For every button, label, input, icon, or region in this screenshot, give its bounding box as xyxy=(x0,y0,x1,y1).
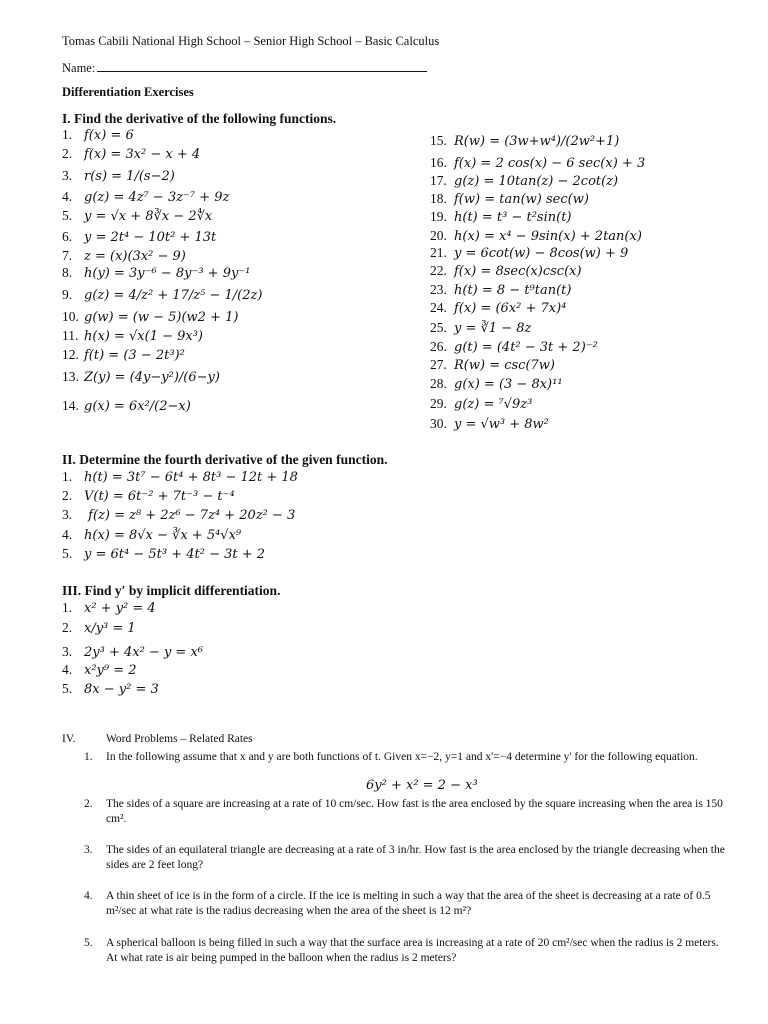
exercise-expression: h(y) = 3y⁻⁶ − 8y⁻³ + 9y⁻¹ xyxy=(84,266,251,281)
exercise-expression: g(x) = (3 − 8x)¹¹ xyxy=(454,377,563,392)
exercise-expression: V(t) = 6t⁻² + 7t⁻³ − t⁻⁴ xyxy=(84,489,235,504)
exercise-number: 20. xyxy=(430,228,447,243)
exercise-item xyxy=(430,282,571,298)
word-problem-1-equation: 6y² + x² = 2 − x³ xyxy=(366,778,478,793)
exercise-expression: z = (x)(3x² − 9) xyxy=(84,249,186,264)
exercise-item xyxy=(430,396,532,412)
exercise-item xyxy=(62,469,298,485)
exercise-expression: 2y³ + 4x² − y = x⁶ xyxy=(84,645,203,660)
exercise-expression: y = ∛1 − 8z xyxy=(454,321,532,336)
exercise-item xyxy=(62,309,238,325)
exercise-number: 3. xyxy=(62,644,73,659)
exercise-expression: y = √w³ + 8w² xyxy=(454,417,549,432)
exercise-item xyxy=(430,209,572,225)
exercise-expression: f(w) = tan(w) sec(w) xyxy=(454,192,589,207)
name-label: Name: xyxy=(62,61,96,75)
exercise-expression: x² + y² = 4 xyxy=(84,601,156,616)
exercise-number: 2. xyxy=(62,620,73,635)
exercise-item xyxy=(62,347,185,363)
exercise-number: 29. xyxy=(430,396,447,411)
name-line xyxy=(62,61,427,76)
exercise-number: 13. xyxy=(62,369,79,384)
document-title: Differentiation Exercises xyxy=(62,85,194,99)
exercise-expression: f(x) = (6x² + 7x)⁴ xyxy=(454,301,567,316)
exercise-number: 24. xyxy=(430,300,447,315)
exercise-item xyxy=(430,173,618,189)
exercise-number: 27. xyxy=(430,357,447,372)
exercise-number: 2. xyxy=(62,488,73,503)
exercise-number: 12. xyxy=(62,347,79,362)
exercise-expression: x/y³ = 1 xyxy=(84,621,136,636)
exercise-expression: h(t) = t³ − t²sin(t) xyxy=(454,210,572,225)
exercise-number: 22. xyxy=(430,263,447,278)
exercise-expression: f(x) = 2 cos(x) − 6 sec(x) + 3 xyxy=(454,156,646,171)
exercise-expression: h(x) = 8√x − ∛x + 5⁴√x⁹ xyxy=(84,528,242,543)
exercise-item xyxy=(62,146,200,162)
word-problem-number: 4. xyxy=(84,890,93,902)
exercise-expression: Z(y) = (4y−y²)/(6−y) xyxy=(84,370,220,385)
exercise-item xyxy=(430,191,589,207)
exercise-number: 5. xyxy=(62,208,73,223)
word-problem-text: A spherical balloon is being filled in such a way that the surface area is increasing at a rate of 20 cm²/sec when the radius is 2 meters. At what rate is air being pumped in the balloon when the radius is 2 meters? xyxy=(106,937,719,964)
exercise-expression: R(w) = (3w+w⁴)/(2w²+1) xyxy=(454,134,620,149)
exercise-item xyxy=(430,245,628,261)
exercise-expression: r(s) = 1/(s−2) xyxy=(84,169,175,184)
exercise-number: 4. xyxy=(62,662,73,677)
exercise-number: 30. xyxy=(430,416,447,431)
exercise-item xyxy=(62,507,295,523)
exercise-item xyxy=(430,416,549,432)
exercise-expression: y = 6cot(w) − 8cos(w) + 9 xyxy=(454,246,629,261)
exercise-number: 1. xyxy=(62,600,73,615)
exercise-item xyxy=(62,681,159,697)
exercise-expression: g(z) = 4/z² + 17/z⁵ − 1/(2z) xyxy=(84,288,263,303)
exercise-number: 19. xyxy=(430,209,447,224)
word-problem-number: 3. xyxy=(84,844,93,856)
exercise-number: 4. xyxy=(62,527,73,542)
exercise-expression: y = √x + 8∛x − 2∜x xyxy=(84,209,213,224)
exercise-number: 3. xyxy=(62,507,73,522)
exercise-number: 14. xyxy=(62,398,79,413)
exercise-number: 7. xyxy=(62,248,73,263)
exercise-expression: g(z) = 10tan(z) − 2cot(z) xyxy=(454,174,619,189)
section-4-numeral: IV. xyxy=(62,733,76,745)
exercise-item xyxy=(62,600,156,616)
word-problem-number: 1. xyxy=(84,751,93,763)
exercise-item xyxy=(62,620,136,636)
word-problem-text: The sides of a square are increasing at a rate of 10 cm/sec. How fast is the area enclosed by the square increasing when the area is 150 cm². xyxy=(106,798,723,825)
word-problem-text: The sides of an equilateral triangle are decreasing at a rate of 3 in/hr. How fast is the area enclosed by the triangle decreasing when the sides are 2 feet long? xyxy=(106,844,725,871)
exercise-item xyxy=(62,168,175,184)
exercise-number: 17. xyxy=(430,173,447,188)
exercise-expression: g(w) = (w − 5)(w2 + 1) xyxy=(84,310,239,325)
exercise-number: 11. xyxy=(62,328,79,343)
exercise-number: 16. xyxy=(430,155,447,170)
word-problem-number: 2. xyxy=(84,798,93,810)
school-header: Tomas Cabili National High School – Senior High School – Basic Calculus xyxy=(62,34,440,48)
exercise-item xyxy=(430,155,645,171)
exercise-item xyxy=(62,527,241,543)
section-1-heading: I. Find the derivative of the following functions. xyxy=(62,111,337,126)
exercise-item xyxy=(62,644,203,660)
exercise-expression: h(x) = x⁴ − 9sin(x) + 2tan(x) xyxy=(454,229,642,244)
exercise-expression: h(x) = √x(1 − 9x³) xyxy=(84,329,204,344)
section-2-heading: II. Determine the fourth derivative of the given function. xyxy=(62,452,388,467)
exercise-number: 1. xyxy=(62,127,73,142)
exercise-item xyxy=(62,287,262,303)
exercise-number: 21. xyxy=(430,245,447,260)
exercise-number: 18. xyxy=(430,191,447,206)
exercise-item xyxy=(62,662,137,678)
exercise-expression: f(x) = 6 xyxy=(84,128,134,143)
section-3-heading: III. Find y′ by implicit differentiation. xyxy=(62,583,281,598)
exercise-expression: g(z) = ⁷√9z³ xyxy=(454,397,533,412)
exercise-expression: f(x) = 3x² − x + 4 xyxy=(84,147,201,162)
name-blank xyxy=(97,61,427,72)
exercise-number: 8. xyxy=(62,265,73,280)
exercise-number: 23. xyxy=(430,282,447,297)
exercise-expression: h(t) = 3t⁷ − 6t⁴ + 8t³ − 12t + 18 xyxy=(84,470,298,485)
exercise-expression: 8x − y² = 3 xyxy=(84,682,159,697)
section-4-heading: Word Problems – Related Rates xyxy=(106,733,253,745)
exercise-number: 4. xyxy=(62,189,73,204)
exercise-item xyxy=(430,339,598,355)
exercise-expression: R(w) = csc(7w) xyxy=(454,358,555,373)
exercise-expression: f(t) = (3 − 2t³)² xyxy=(84,348,185,363)
exercise-item xyxy=(430,320,531,336)
exercise-expression: x²y⁹ = 2 xyxy=(84,663,137,678)
word-problem-text: A thin sheet of ice is in the form of a circle. If the ice is melting in such a way that the area of the sheet is decreasing at a rate of 0.5 m²/sec at what rate is the radius decreasing when the area of the sheet is 12 m²? xyxy=(106,890,711,917)
exercise-item xyxy=(430,228,642,244)
exercise-item xyxy=(62,208,212,224)
exercise-expression: h(t) = 8 − t⁹tan(t) xyxy=(454,283,572,298)
exercise-item xyxy=(62,488,235,504)
exercise-item xyxy=(430,133,619,149)
exercise-expression: f(z) = z⁸ + 2z⁶ − 7z⁴ + 20z² − 3 xyxy=(84,508,296,523)
word-problem-number: 5. xyxy=(84,937,93,949)
word-problem-text: In the following assume that x and y are both functions of t. Given x=−2, y=1 and x'=−4 determine y' for the following equation. xyxy=(106,751,698,763)
exercise-item xyxy=(62,248,186,264)
exercise-expression: y = 6t⁴ − 5t³ + 4t² − 3t + 2 xyxy=(84,547,266,562)
exercise-number: 9. xyxy=(62,287,73,302)
exercise-item xyxy=(62,127,134,143)
exercise-number: 3. xyxy=(62,168,73,183)
exercise-number: 28. xyxy=(430,376,447,391)
exercise-item xyxy=(430,300,566,316)
exercise-number: 26. xyxy=(430,339,447,354)
exercise-item xyxy=(62,189,229,205)
exercise-item xyxy=(62,328,203,344)
exercise-number: 2. xyxy=(62,146,73,161)
exercise-expression: y = 2t⁴ − 10t² + 13t xyxy=(84,230,217,245)
exercise-number: 6. xyxy=(62,229,73,244)
exercise-number: 15. xyxy=(430,133,447,148)
exercise-item xyxy=(430,376,563,392)
exercise-item xyxy=(62,265,250,281)
exercise-item xyxy=(62,229,216,245)
exercise-item xyxy=(62,398,191,414)
exercise-expression: g(z) = 4z⁷ − 3z⁻⁷ + 9z xyxy=(84,190,230,205)
exercise-item xyxy=(430,263,582,279)
exercise-expression: g(t) = (4t² − 3t + 2)⁻² xyxy=(454,340,598,355)
exercise-number: 25. xyxy=(430,320,447,335)
exercise-number: 5. xyxy=(62,681,73,696)
exercise-item xyxy=(62,546,265,562)
exercise-item xyxy=(62,369,220,385)
exercise-number: 1. xyxy=(62,469,73,484)
exercise-item xyxy=(430,357,555,373)
exercise-expression: f(x) = 8sec(x)csc(x) xyxy=(454,264,582,279)
exercise-expression: g(x) = 6x²/(2−x) xyxy=(84,399,191,414)
exercise-number: 10. xyxy=(62,309,79,324)
exercise-number: 5. xyxy=(62,546,73,561)
